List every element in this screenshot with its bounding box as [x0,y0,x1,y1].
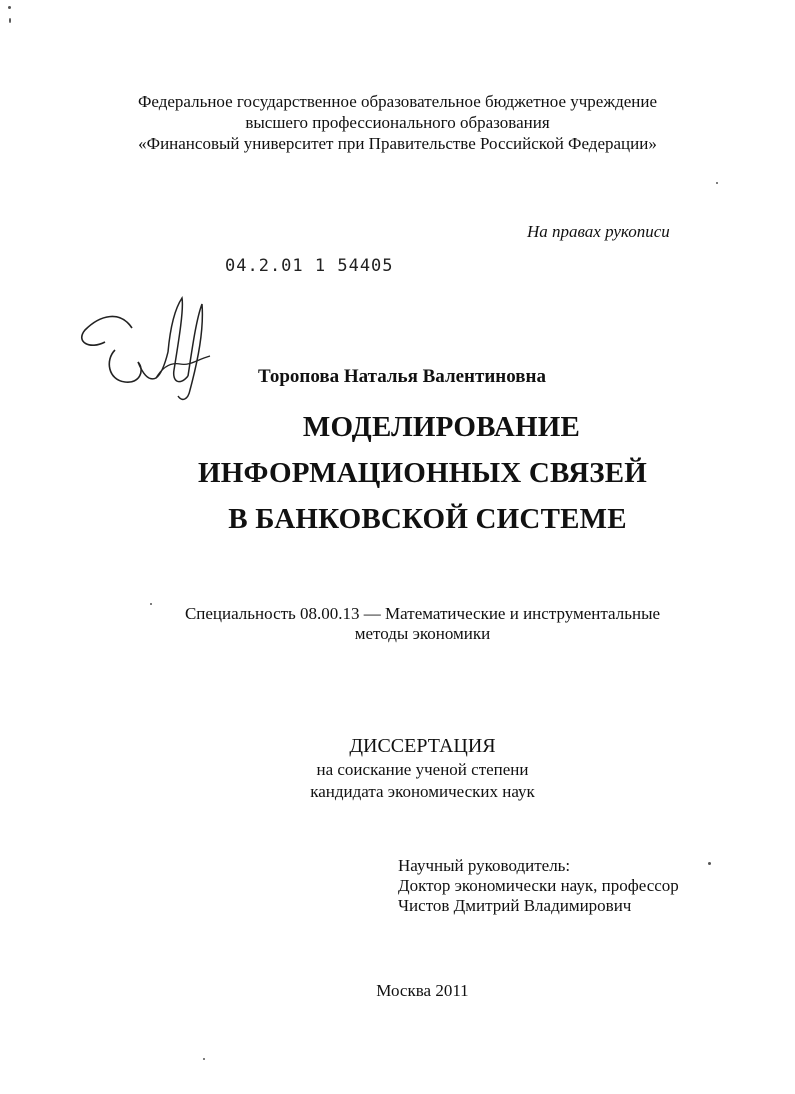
specialty-block [0,604,795,644]
scan-speck [8,6,11,9]
supervisor-label: Научный руководитель: [398,856,571,875]
place-year: Москва 2011 [376,981,469,1000]
dissertation-title [0,404,795,542]
institution-line-2: высшего профессионального образования [245,113,550,132]
registration-stamp: 04.2.01 1 54405 [225,256,394,276]
institution-line-3: «Финансовый университет при Правительстве Российской Федерации» [138,134,657,153]
scan-speck [203,1058,205,1060]
supervisor-name: Чистов Дмитрий Владимирович [398,896,632,915]
degree-block [0,733,795,803]
degree-heading: ДИССЕРТАЦИЯ [349,735,496,757]
title-line-2: ИНФОРМАЦИОННЫХ СВЯЗЕЙ [197,457,648,489]
scan-speck [716,182,718,184]
institution-header [0,91,795,154]
signature-icon [70,290,220,410]
title-line-3: В БАНКОВСКОЙ СИСТЕМЕ [228,503,627,535]
supervisor-degree: Доктор экономически наук, профессор [398,876,679,895]
rights-note: На правах рукописи [527,222,670,241]
supervisor-block [398,856,679,916]
author-name: Торопова Наталья Валентиновна [258,366,546,387]
title-line-1: МОДЕЛИРОВАНИЕ [302,411,581,443]
institution-line-1: Федеральное государственное образовательное бюджетное учреждение [137,92,658,111]
degree-line-1: на соискание ученой степени [316,760,529,779]
specialty-line-1: Специальность 08.00.13 — Математические и инструментальные [184,604,661,623]
specialty-line-2: методы экономики [354,624,491,643]
scan-speck [9,18,11,23]
degree-line-2: кандидата экономических наук [310,782,535,801]
scan-speck [708,862,711,865]
